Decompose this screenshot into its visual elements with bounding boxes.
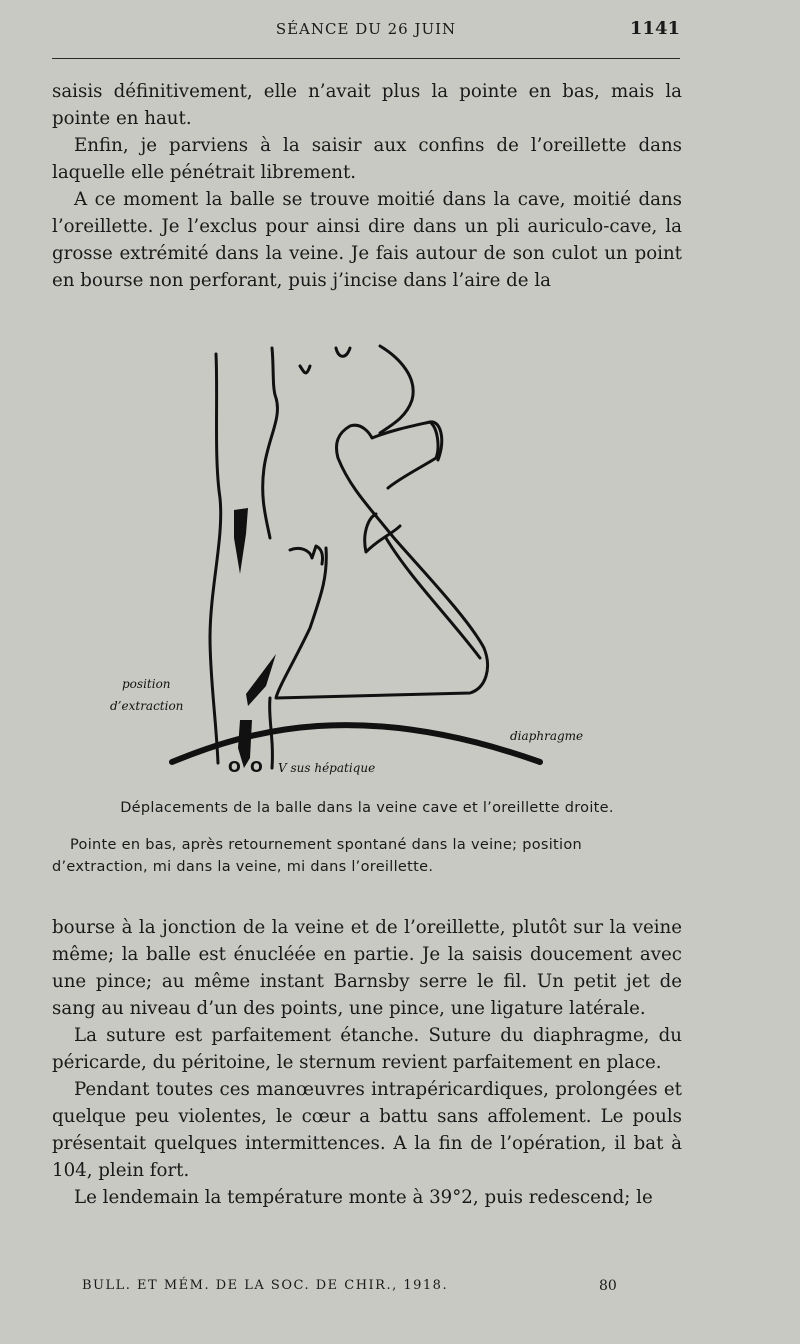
label-extraction: d’extraction (110, 699, 184, 713)
heart-vena-cava-drawing (100, 338, 640, 778)
top-vessel-2 (336, 348, 350, 356)
paragraph: A ce moment la balle se trouve moitié dans la cave, moitié dans l’oreillette. Je l’exclus pour ainsi dire dans un pli auriculo-cave, la grosse extrémité dans la veine. Je fais autour de son culot un point en bourse non perforant, puis j’incise dans l’aire de la (52, 189, 682, 291)
inner-ventricle-curve (386, 538, 480, 658)
top-vessel-1 (300, 366, 310, 373)
signature-mark: 80 (599, 1278, 617, 1294)
header-rule (52, 58, 680, 59)
bullet-middle (246, 654, 276, 706)
figure-caption-text (52, 834, 682, 878)
vena-cava-left-wall (210, 354, 221, 763)
paragraph: Enfin, je parviens à la saisir aux confins de l’oreillette dans laquelle elle pénétrait librement. (52, 135, 682, 183)
label-o-left: O (228, 758, 241, 776)
caption-line: Pointe en bas, après retournement spontané dans la veine; position (70, 837, 583, 853)
diaphragm-curve (172, 725, 540, 762)
page-header (52, 18, 680, 42)
body-text-top (52, 78, 682, 294)
page-footer (52, 1278, 682, 1298)
vena-cava-inner-wall (263, 348, 278, 538)
paragraph: saisis définitivement, elle n’avait plus la pointe en bas, mais la pointe en haut. (52, 81, 682, 129)
footer-journal: BULL. ET MÉM. DE LA SOC. DE CHIR., 1918. (82, 1278, 449, 1293)
label-o-right: O (250, 758, 263, 776)
anatomical-figure (100, 338, 640, 778)
caption-line: d’extraction, mi dans la veine, mi dans l’oreillette. (52, 859, 434, 875)
paragraph: Le lendemain la température monte à 39°2, puis redescend; le (74, 1187, 653, 1208)
bullet-upper (234, 508, 248, 574)
label-position: position (122, 677, 171, 691)
small-hook (290, 546, 323, 564)
label-diaphragm: diaphragme (510, 729, 584, 743)
label-sus-hepatique: V sus hépatique (278, 761, 376, 775)
body-text-bottom (52, 914, 682, 1211)
paragraph: Pendant toutes ces manœuvres intrapéricardiques, prolongées et quelque peu violentes, le cœur a battu sans affolement. Le pouls présentait quelques intermittences. A la fin de l’opération, il bat à 104, plein fort. (52, 1079, 682, 1181)
heart-notch (365, 514, 400, 552)
running-title: SÉANCE DU 26 JUIN (275, 20, 457, 38)
paragraph: La suture est parfaitement étanche. Suture du diaphragme, du péricarde, du péritoine, le sternum revient parfaitement en place. (52, 1025, 682, 1073)
paragraph: bourse à la jonction de la veine et de l’oreillette, plutôt sur la veine même; la balle est énucléée en partie. Je la saisis doucement avec une pince; au même instant Barnsby serre le fil. Un petit jet de sang au niveau d’un des points, une pince, une ligature latérale. (52, 917, 682, 1019)
figure-caption-title: Déplacements de la balle dans la veine cave et l’oreillette droite. (120, 800, 614, 816)
page-number: 1141 (629, 18, 680, 39)
heart-outline (276, 422, 488, 698)
aortic-arch (380, 346, 413, 433)
